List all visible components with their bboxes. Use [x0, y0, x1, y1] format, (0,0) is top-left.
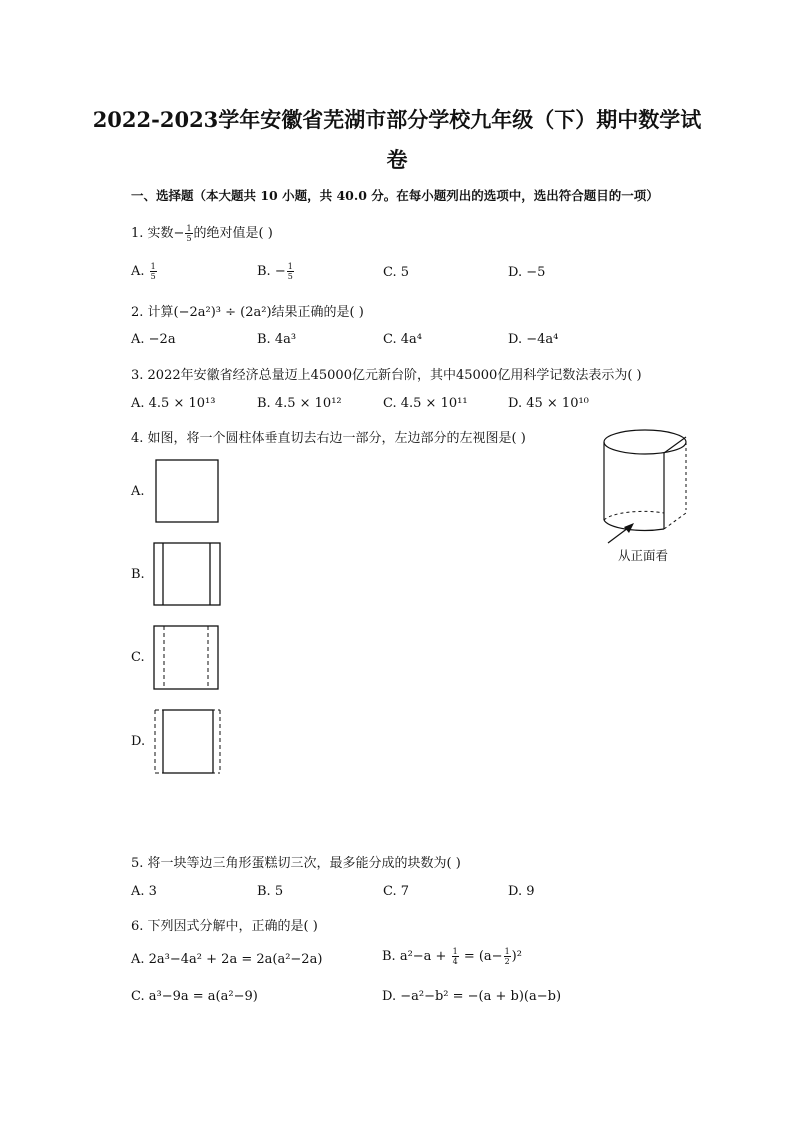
- q5-option-c: C. 7: [383, 884, 410, 899]
- q1-option-a: [131, 262, 158, 281]
- q5-option-a: A. 3: [131, 884, 157, 899]
- q6-b-num2: 1: [504, 947, 510, 956]
- view-arrow-head: [624, 523, 634, 533]
- cylinder-caption: 从正面看: [618, 548, 669, 563]
- q3-option-a: A. 4.5 × 10¹³: [131, 396, 216, 411]
- q1-b-neg: −: [274, 264, 286, 279]
- q1-fraction: [185, 224, 192, 243]
- q6-b-post: )²: [511, 949, 522, 964]
- q1-frac-num: 1: [186, 224, 192, 233]
- q4-option-b-label: B.: [131, 567, 145, 582]
- q3-option-b: B. 4.5 × 10¹²: [257, 396, 342, 411]
- q1-option-c: C. 5: [383, 265, 410, 280]
- q6-b-mid: = (a−: [459, 949, 503, 964]
- q6-b-pre: B. a²−a +: [382, 949, 451, 964]
- question-6: 6. 下列因式分解中，正确的是( ): [131, 919, 318, 934]
- q4-option-d-figure: [150, 704, 225, 778]
- q1-frac-den: 5: [186, 234, 192, 243]
- cylinder-bottom-back-arc: [604, 511, 664, 520]
- q6-b-num: 1: [452, 947, 458, 956]
- question-1: [131, 222, 273, 243]
- q2-option-a: A. −2a: [131, 332, 176, 347]
- q3-option-d: D. 45 × 10¹⁰: [508, 396, 589, 411]
- q6-b-fraction-2: [504, 947, 511, 966]
- question-4: 4. 如图，将一个圆柱体垂直切去右边一部分，左边部分的左视图是( ): [131, 431, 526, 446]
- q2-option-d: D. −4a⁴: [508, 332, 559, 347]
- question-2: 2. 计算(−2a²)³ ÷ (2a²)结果正确的是( ): [131, 305, 364, 320]
- q6-option-a: A. 2a³−4a² + 2a = 2a(a²−2a): [131, 952, 323, 967]
- q1-b-label: B.: [257, 264, 271, 279]
- inner-rect: [163, 710, 213, 773]
- q4-option-a-figure: [150, 455, 225, 527]
- q5-option-b: B. 5: [257, 884, 284, 899]
- cylinder-bottom-front-arc: [604, 520, 664, 530]
- cut-plane-bottom-edge: [664, 513, 686, 529]
- q1-b-num: 1: [287, 262, 293, 271]
- cylinder-top-ellipse: [604, 430, 686, 454]
- q1-b-fraction: [287, 262, 294, 281]
- q6-b-fraction-1: [452, 947, 459, 966]
- q6-option-c: C. a³−9a = a(a²−9): [131, 989, 258, 1004]
- q1-prefix: 1. 实数: [131, 226, 174, 241]
- exam-title-line1: 2022-2023学年安徽省芜湖市部分学校九年级（下）期中数学试: [92, 107, 702, 132]
- q4-option-b-figure: [150, 538, 225, 610]
- question-5: 5. 将一块等边三角形蛋糕切三次，最多能分成的块数为( ): [131, 856, 461, 871]
- q1-neg: −: [173, 226, 185, 241]
- section-heading: 一、选择题（本大题共 10 小题，共 40.0 分。在每小题列出的选项中，选出符合题目的一项）: [131, 188, 659, 203]
- exam-title-line2: 卷: [386, 147, 408, 172]
- cylinder-figure: [598, 425, 698, 545]
- q1-a-num: 1: [150, 262, 156, 271]
- q1-option-d: D. −5: [508, 265, 546, 280]
- q1-a-fraction: [150, 262, 157, 281]
- q6-option-d: D. −a²−b² = −(a + b)(a−b): [382, 989, 562, 1004]
- q2-option-b: B. 4a³: [257, 332, 297, 347]
- q1-suffix: 的绝对值是( ): [193, 226, 273, 241]
- q3-option-c: C. 4.5 × 10¹¹: [383, 396, 468, 411]
- q1-a-label: A.: [131, 264, 145, 279]
- q5-option-d: D. 9: [508, 884, 535, 899]
- q4-option-d-label: D.: [131, 734, 146, 749]
- q4-option-c-label: C.: [131, 650, 145, 665]
- q1-b-den: 5: [287, 272, 293, 281]
- q4-option-a-label: A.: [131, 484, 145, 499]
- q1-a-den: 5: [150, 272, 156, 281]
- square-outline: [156, 460, 218, 522]
- q2-option-c: C. 4a⁴: [383, 332, 422, 347]
- q1-option-b: [257, 262, 295, 281]
- q6-option-b: [382, 947, 522, 966]
- question-3: 3. 2022年安徽省经济总量迈上45000亿元新台阶，其中45000亿用科学记数法表示为( ): [131, 368, 642, 383]
- q4-option-c-figure: [150, 621, 225, 693]
- q6-b-den2: 2: [504, 957, 510, 966]
- q6-b-den: 4: [452, 957, 458, 966]
